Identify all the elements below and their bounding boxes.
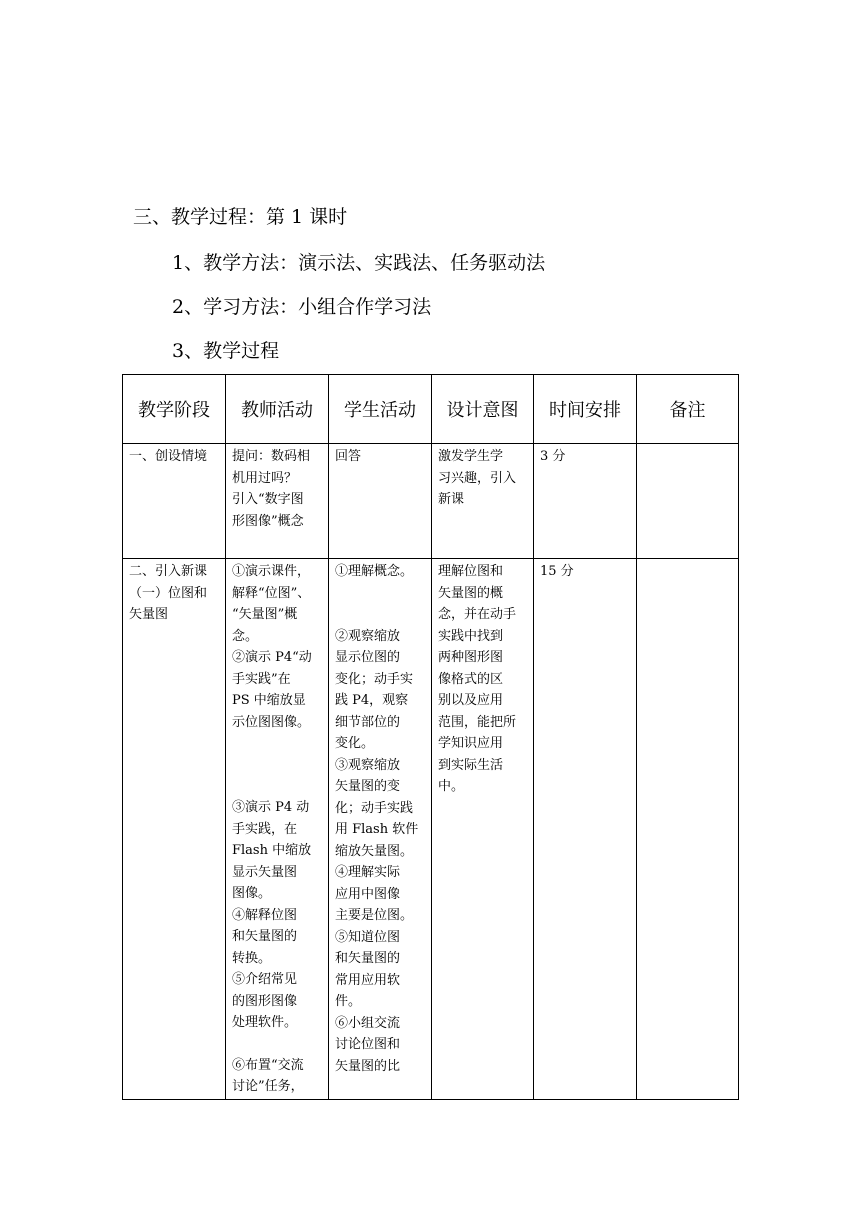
student-cell	[329, 559, 432, 1100]
header-design-intent: 设计意图	[432, 375, 534, 444]
time-cell	[534, 444, 637, 559]
time-cell	[534, 559, 637, 1100]
note-cell	[637, 559, 739, 1100]
header-time: 时间安排	[534, 375, 637, 444]
teacher-text: ③演示 P4 动 手实践，在 Flash 中缩放 显示矢量图 图像。 ④解释位图 和矢量图的 转换。 ⑤介绍常见 的图形图像 处理软件。	[232, 800, 312, 1030]
note-cell	[637, 444, 739, 559]
intent-text: 理解位图和 矢量图的概 念，并在动手 实践中找到 两种图形图 像格式的区 别以及应用 范围，能把所 学知识应用 到实际生活 中。	[438, 564, 517, 794]
student-text: ②观察缩放 显示位图的 变化；动手实 践 P4，观察 细节部位的 变化。 ③观察缩放 矢量图的变 化；动手实践 用 Flash 软件 缩放矢量图。 ④理解实际 应用中图像 主要是位图。 ⑤知道位图 和矢量图的 常用应用软 件。 ⑥小组交流 讨论位图和 矢量图的比	[335, 628, 419, 1074]
time-text: 15 分	[540, 564, 574, 579]
student-text: 回答	[335, 449, 362, 464]
teacher-text: 提问：数码相 机用过吗？ 引入“数字图 形图像”概念	[232, 449, 311, 529]
time-text: 3 分	[540, 449, 566, 464]
student-text: ①理解概念。	[335, 564, 414, 579]
teaching-process-title: 3、教学过程	[172, 340, 280, 362]
table-row	[123, 444, 739, 559]
header-student-activity: 学生活动	[329, 375, 432, 444]
lesson-plan-table	[122, 374, 739, 1100]
stage-text: 二、引入新课 （一）位图和 矢量图	[129, 564, 208, 622]
learning-method: 2、学习方法：小组合作学习法	[172, 296, 432, 318]
student-cell	[329, 444, 432, 559]
teacher-cell	[226, 444, 329, 559]
intent-text: 激发学生学 习兴趣，引入 新课	[438, 449, 517, 507]
stage-text: 一、创设情境	[129, 449, 208, 464]
header-teacher-activity: 教师活动	[226, 375, 329, 444]
header-notes: 备注	[637, 375, 739, 444]
intent-cell	[432, 444, 534, 559]
stage-cell	[123, 559, 226, 1100]
teacher-text: ①演示课件， 解释“位图”、 “矢量图”概 念。 ②演示 P4“动 手实践”在 PS 中缩放显 示位图图像。	[232, 564, 312, 730]
stage-cell	[123, 444, 226, 559]
teacher-text: ⑥布置“交流 讨论”任务，	[232, 1057, 304, 1094]
header-stage: 教学阶段	[123, 375, 226, 444]
section-heading: 三、教学过程：第 1 课时	[133, 206, 348, 228]
teacher-cell	[226, 559, 329, 1100]
teaching-method: 1、教学方法：演示法、实践法、任务驱动法	[172, 252, 546, 274]
intent-cell	[432, 559, 534, 1100]
table-row	[123, 559, 739, 1100]
table-header-row	[123, 375, 739, 444]
